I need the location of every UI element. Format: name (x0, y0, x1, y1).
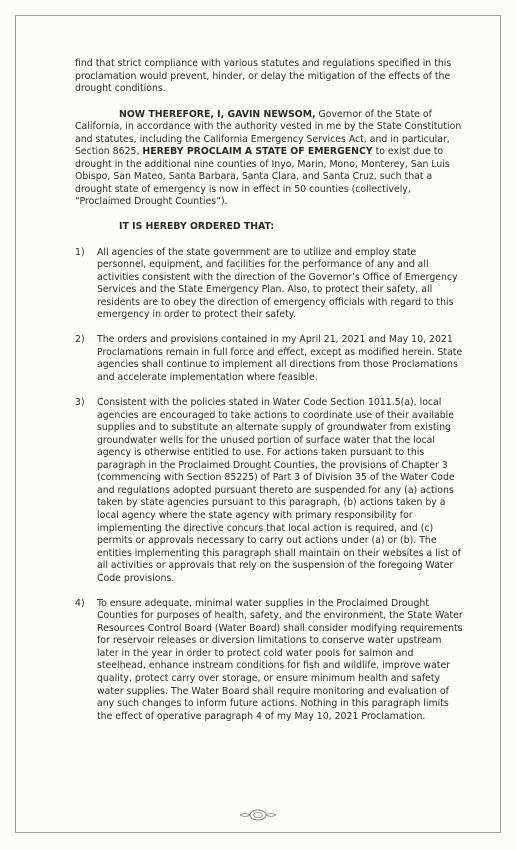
order-number: 3) (75, 397, 85, 409)
proclamation-text-part2: to exist due to drought in the additional nine counties of Inyo, Marin, Mono, Monterey, San Luis Obispo, San Mateo, Santa Barbara, Santa Clara, and Santa Cruz, such that a drought state of emergency is now in effect in 50 counties (collectively, “Proclaimed Drought Counties”). (75, 146, 450, 208)
ordered-heading: IT IS HEREBY ORDERED THAT: (119, 221, 275, 233)
state-seal-icon (238, 808, 278, 822)
proclamation-text-part1: Governor of the State of California, in accordance with the authority vested in me by the State Constitution and statutes, including the California Emergency Services Act, and in particular, Section 8625, (75, 108, 462, 158)
order-item-4 (75, 598, 465, 723)
proclamation-paragraph (75, 109, 465, 209)
order-number: 4) (75, 597, 85, 609)
order-text: The orders and provisions contained in my April 21, 2021 and May 10, 2021 Proclamations remain in full force and effect, except as modified herein. State agencies shall continue to implement all directions from those Proclamations and accelerate implementation where feasible. (97, 334, 463, 383)
proclamation-lead: NOW THEREFORE, I, GAVIN NEWSOM, (119, 108, 316, 120)
document-body (75, 58, 465, 736)
order-item-1 (75, 247, 465, 322)
order-text: To ensure adequate, minimal water supplies in the Proclaimed Drought Counties for purposes of health, safety, and the environment, the State Water Resources Control Board (Water Board) shall consider modifying requirements for reservoir releases or diversion limitations to conserve water upstream later in the year in order to protect cold water pools for salmon and steelhead, enhance instream conditions for fish and wildlife, improve water quality, protect carry over storage, or ensure minimum health and safety water supplies. The Water Board shall require monitoring and evaluation of any such changes to inform future actions. Nothing in this paragraph limits the effect of operative paragraph 4 of my May 10, 2021 Proclamation. (97, 597, 463, 722)
intro-paragraph: find that strict compliance with various statutes and regulations specified in this proclamation would prevent, hinder, or delay the mitigation of the effects of the drought conditions. (75, 58, 452, 95)
order-text: Consistent with the policies stated in Water Code Section 1011.5(a), local agencies are encouraged to take actions to coordinate use of their available supplies and to substitute an alternate supply of groundwater from existing groundwater wells for the unused portion of surface water that the local agency is otherwise entitled to use. For actions taken pursuant to this paragraph in the Proclaimed Drought Counties, the provisions of Chapter 3 (commencing with Section 85225) of Part 3 of Division 35 of the Water Code and regulations adopted pursuant thereto are suspended for any (a) actions taken by state agencies pursuant to this paragraph, (b) actions taken by a local agency where the state agency with primary responsibility for implementing the directive concurs that local action is required, and (c) permits or approvals necessary to carry out actions under (a) or (b). The entities implementing this paragraph shall maintain on their websites a list of all activities or approvals that rely on the suspension of the foregoing Water Code provisions. (97, 397, 461, 584)
order-number: 1) (75, 246, 85, 258)
order-item-3 (75, 397, 465, 585)
order-number: 2) (75, 334, 85, 346)
order-item-2 (75, 334, 465, 384)
order-text: All agencies of the state government are to utilize and employ state personnel, equipment, and facilities for the performance of any and all activities consistent with the direction of the Governor’s Office of Emergency Services and the State Emergency Plan. Also, to protect their safety, all residents are to obey the direction of emergency officials with regard to this emergency in order to protect their safety. (97, 246, 458, 321)
proclamation-emphasis: HEREBY PROCLAIM A STATE OF EMERGENCY (142, 146, 373, 158)
